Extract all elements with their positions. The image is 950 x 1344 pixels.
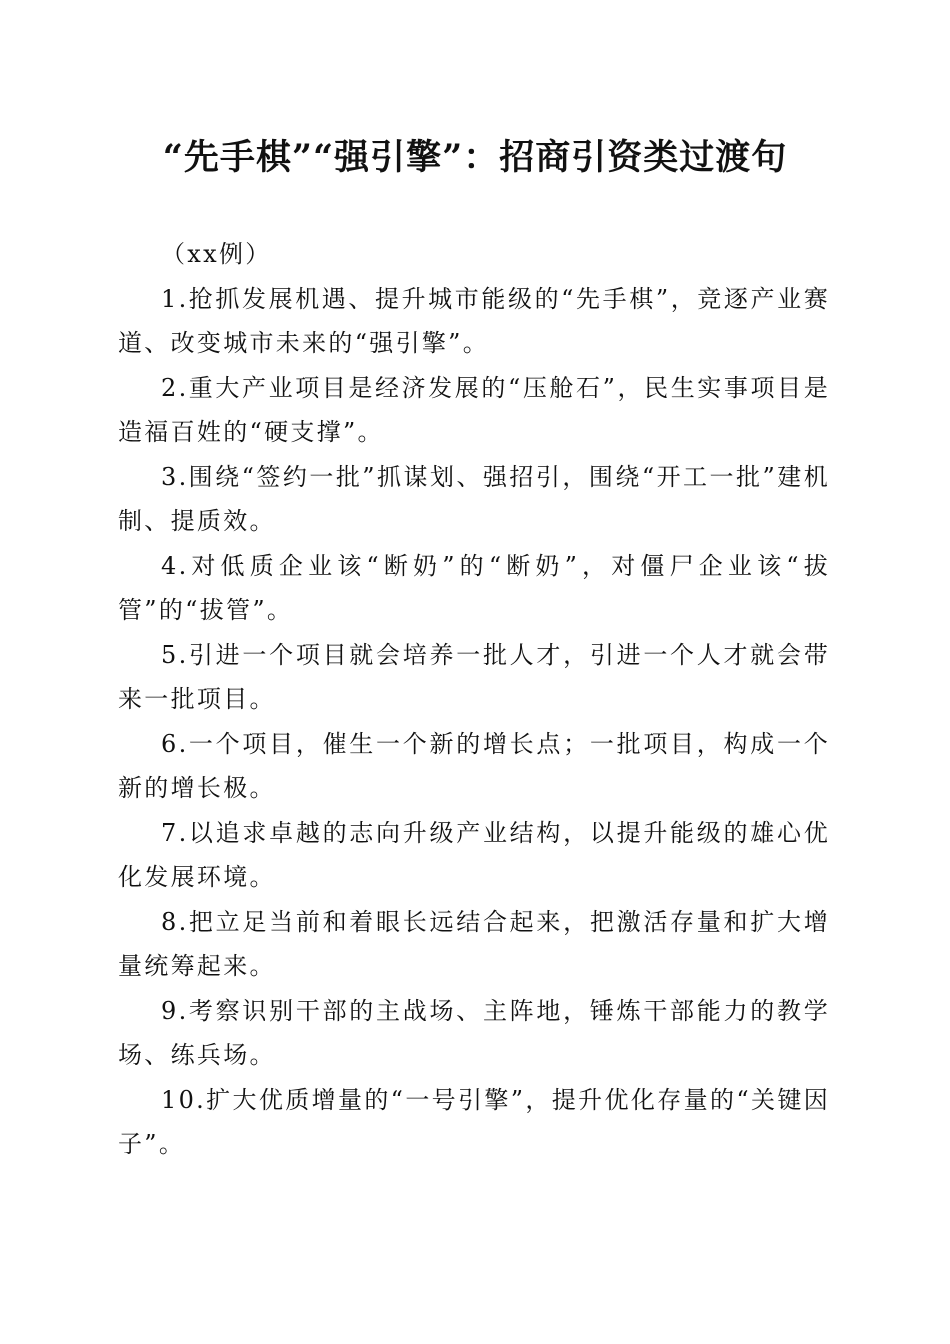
list-item: 8.把立足当前和着眼长远结合起来，把激活存量和扩大增量统筹起来。 xyxy=(118,908,830,980)
document-body xyxy=(118,232,830,1166)
list-item: 2.重大产业项目是经济发展的“压舱石”，民生实事项目是造福百姓的“硬支撑”。 xyxy=(118,374,830,446)
count-note: （xx例） xyxy=(161,240,272,268)
list-item: 3.围绕“签约一批”抓谋划、强招引，围绕“开工一批”建机制、提质效。 xyxy=(118,463,830,535)
list-item: 1.抢抓发展机遇、提升城市能级的“先手棋”，竞逐产业赛道、改变城市未来的“强引擎”。 xyxy=(118,285,830,357)
list-item: 4.对低质企业该“断奶”的“断奶”，对僵尸企业该“拔管”的“拔管”。 xyxy=(118,552,830,624)
list-item: 7.以追求卓越的志向升级产业结构，以提升能级的雄心优化发展环境。 xyxy=(118,819,830,891)
list-item: 10.扩大优质增量的“一号引擎”，提升优化存量的“关键因子”。 xyxy=(118,1086,830,1158)
document-title: “先手棋”“强引擎”：招商引资类过渡句 xyxy=(162,137,788,178)
list-item: 5.引进一个项目就会培养一批人才，引进一个人才就会带来一批项目。 xyxy=(118,641,830,713)
list-item: 9.考察识别干部的主战场、主阵地，锤炼干部能力的教学场、练兵场。 xyxy=(118,997,830,1069)
list-item: 6.一个项目，催生一个新的增长点；一批项目，构成一个新的增长极。 xyxy=(118,730,830,802)
